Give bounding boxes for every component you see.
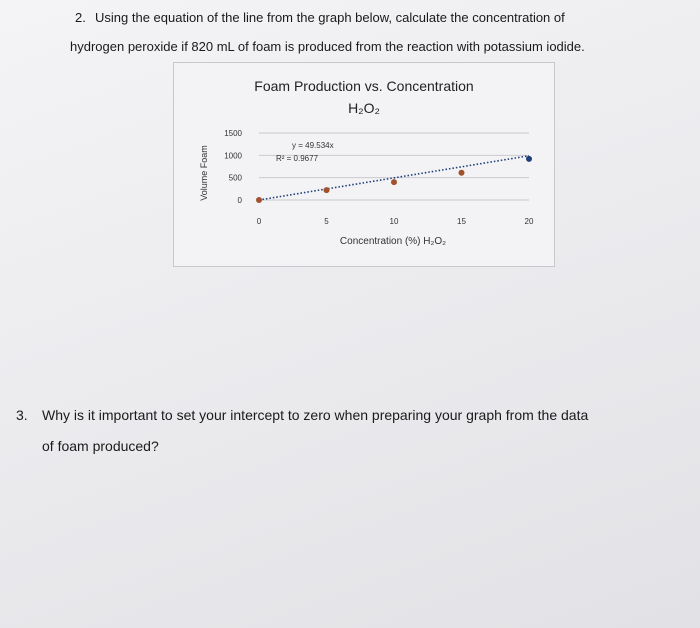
- question-2-number: 2.: [75, 10, 86, 25]
- x-tick-label: 5: [324, 217, 329, 226]
- data-point: [324, 187, 330, 193]
- equation-label: y = 49.534x: [292, 141, 334, 150]
- x-tick-label: 0: [256, 217, 262, 226]
- chart-subtitle: H₂O₂: [348, 100, 380, 116]
- data-point: [391, 179, 397, 185]
- question-3-number: 3.: [16, 407, 28, 423]
- data-point: [526, 156, 532, 162]
- foam-production-chart: [174, 63, 554, 266]
- y-tick-label: 0: [237, 196, 242, 205]
- y-tick-label: 500: [228, 173, 242, 183]
- x-tick-label: 15: [457, 217, 466, 226]
- chart-title: Foam Production vs. Concentration: [254, 78, 474, 94]
- y-axis-label: Volume Foam: [199, 145, 209, 201]
- r-squared-label: R² = 0.9677: [276, 154, 319, 163]
- chart-container: [173, 62, 555, 267]
- data-point: [256, 197, 262, 203]
- x-tick-label: 10: [389, 217, 399, 226]
- question-3-text-line-2: of foam produced?: [42, 438, 159, 454]
- question-2-text-line-2: hydrogen peroxide if 820 mL of foam is produced from the reaction with potassium iodide.: [70, 39, 585, 54]
- question-2-text-line-1: Using the equation of the line from the graph below, calculate the concentration of: [95, 10, 565, 25]
- y-tick-label: 1500: [224, 129, 242, 138]
- x-axis-label: Concentration (%) H₂O₂: [339, 236, 447, 247]
- data-point: [459, 170, 465, 176]
- y-tick-label: 1000: [224, 151, 242, 161]
- x-tick-label: 20: [524, 217, 534, 226]
- question-3-text-line-1: Why is it important to set your intercept to zero when preparing your graph from the data: [42, 407, 589, 423]
